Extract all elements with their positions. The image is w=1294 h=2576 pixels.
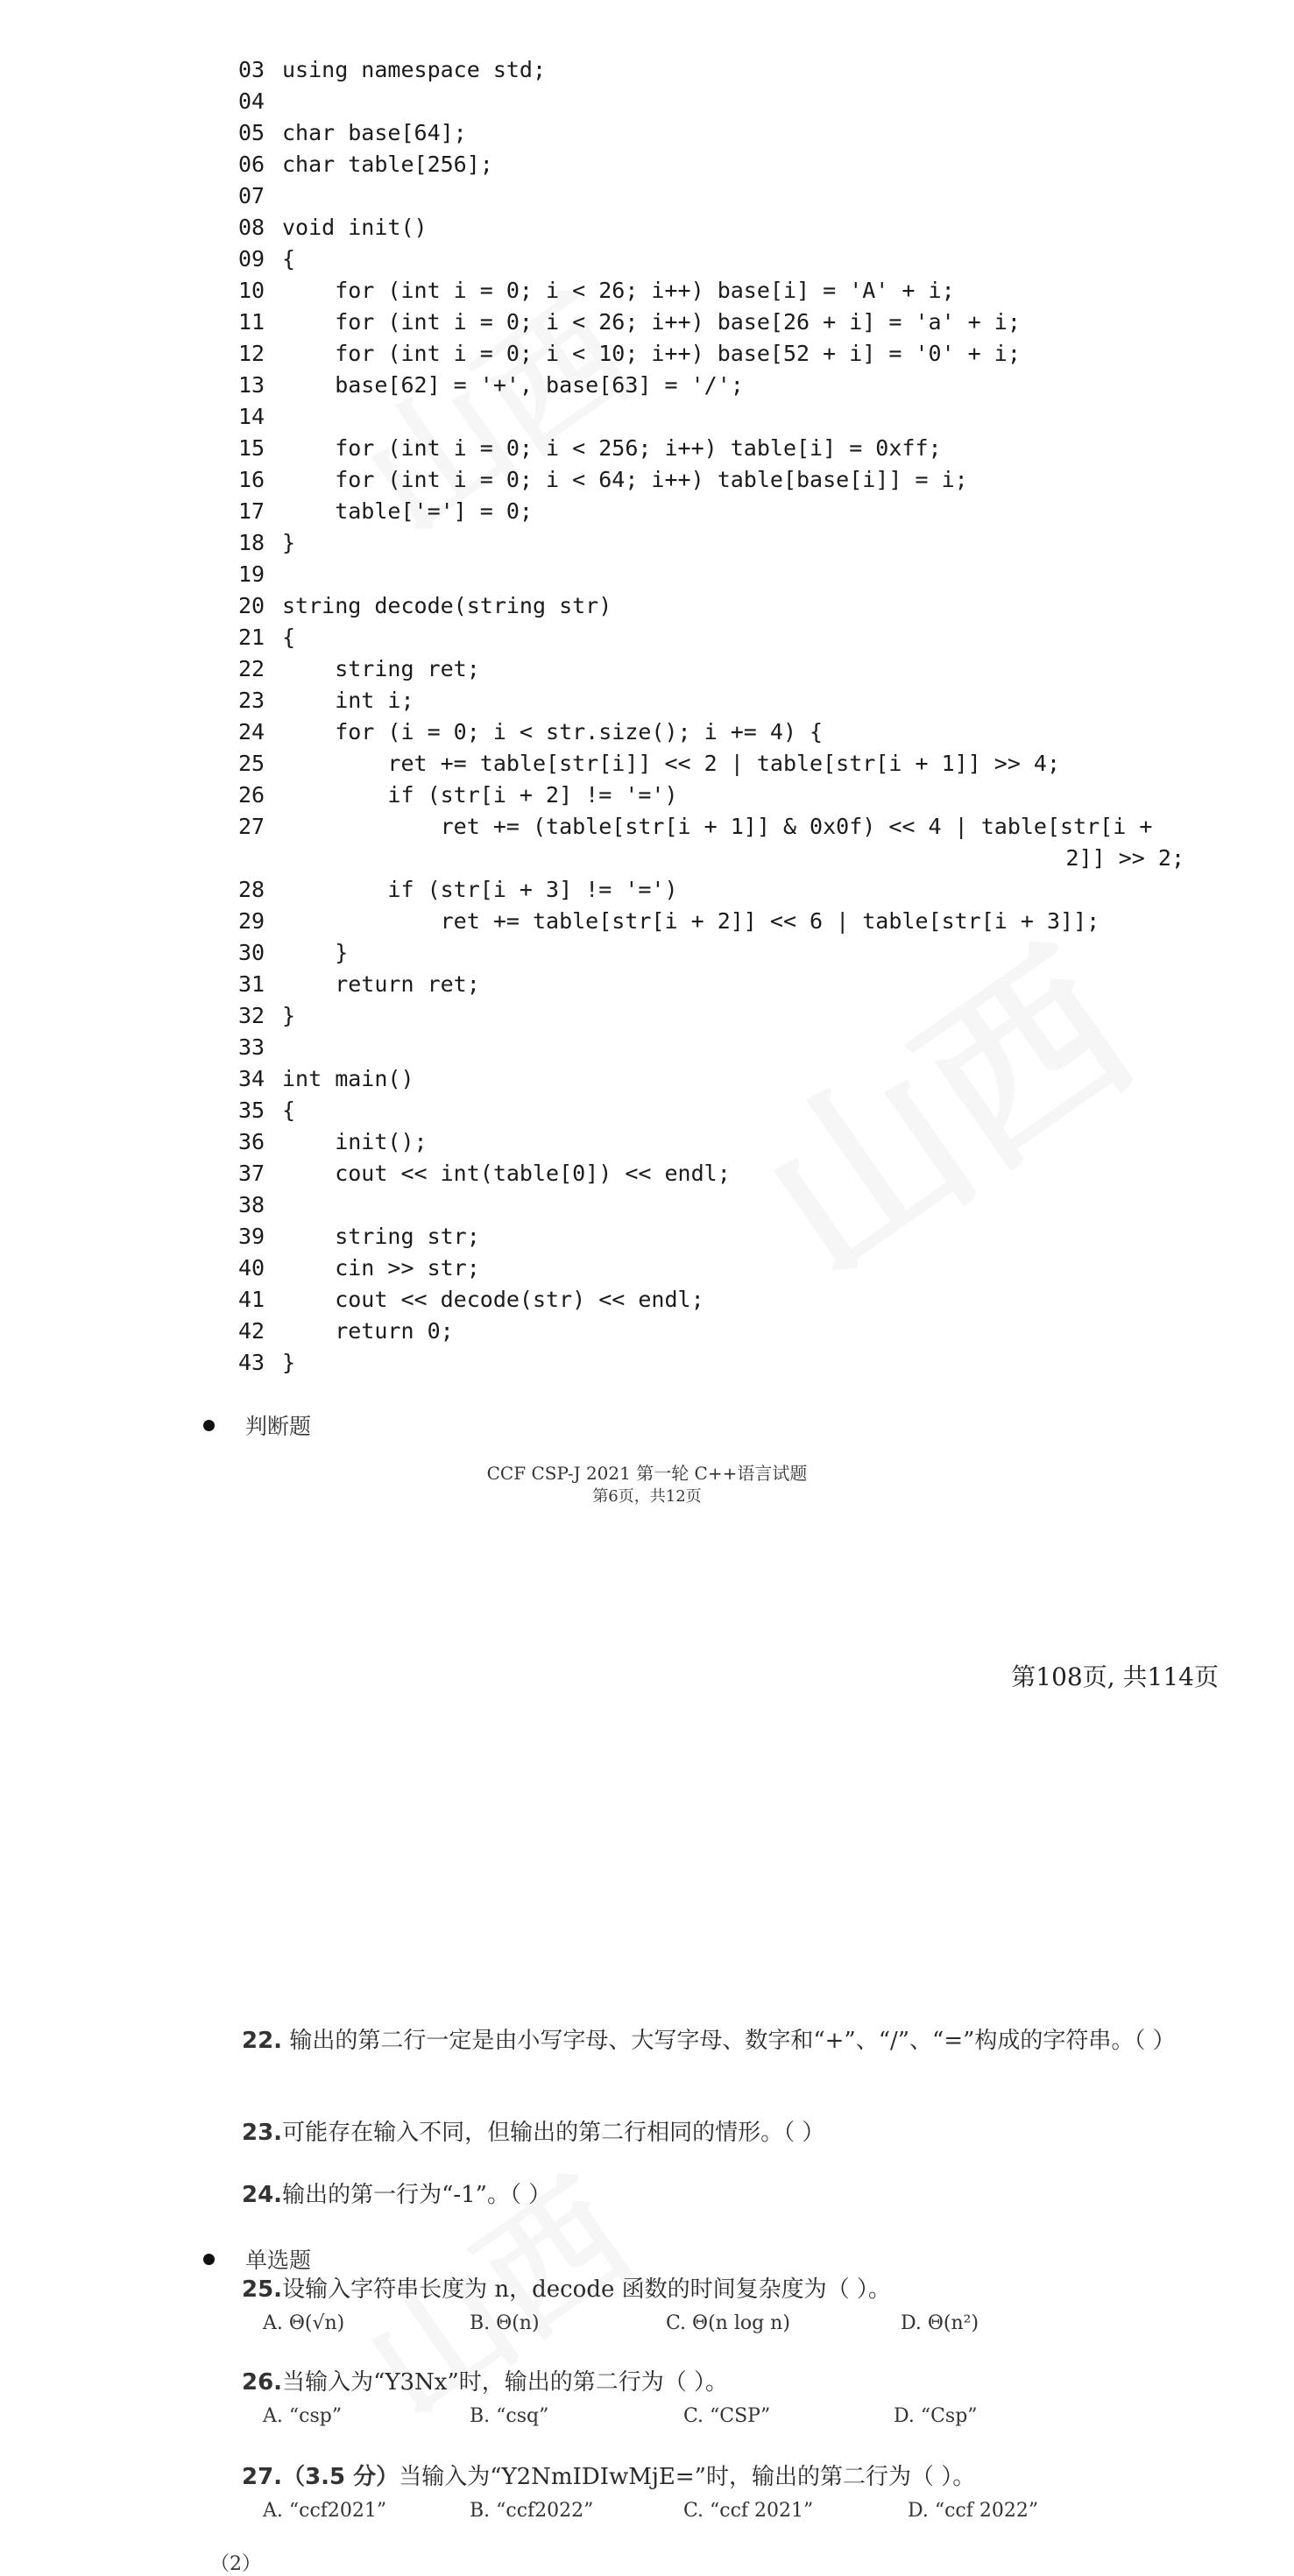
code-line [238, 653, 1184, 685]
line-number: 20 [238, 593, 265, 618]
code-line [238, 243, 1184, 275]
code-line [238, 1063, 1184, 1095]
code-line [238, 401, 1184, 433]
option-d: D. Θ(n²) [901, 2312, 979, 2334]
code-text: string ret; [282, 656, 480, 681]
line-number: 04 [238, 88, 265, 114]
code-text: string decode(string str) [282, 593, 612, 618]
code-line [238, 1253, 1184, 1284]
line-number: 22 [238, 656, 265, 681]
question-27 [242, 2460, 1188, 2495]
line-number: 42 [238, 1318, 265, 1344]
code-line [238, 1221, 1184, 1253]
line-number: 14 [238, 404, 265, 429]
code-text: cout << decode(str) << endl; [282, 1287, 704, 1312]
line-number: 32 [238, 1003, 265, 1028]
line-number: 03 [238, 57, 265, 82]
line-number: 09 [238, 246, 265, 272]
code-line [238, 1095, 1184, 1126]
question-number: 22. [242, 2028, 283, 2054]
code-line [238, 1347, 1184, 1379]
code-line [238, 1284, 1184, 1316]
code-line [238, 1189, 1184, 1221]
question-number: 26. [242, 2369, 283, 2396]
code-text: cout << int(table[0]) << endl; [282, 1161, 731, 1186]
option-a: A. “csp” [263, 2405, 343, 2427]
trailing-text: （2） [210, 2553, 261, 2575]
line-number: 37 [238, 1161, 265, 1186]
line-number: 12 [238, 341, 265, 366]
line-number: 41 [238, 1287, 265, 1312]
question-text: 输出的第一行为“-1”。（ ） [282, 2182, 552, 2208]
question-text: 设输入字符串长度为 n，decode 函数的时间复杂度为（ ）。 [282, 2276, 891, 2303]
code-text: return 0; [282, 1318, 454, 1344]
code-line [238, 1000, 1184, 1032]
code-text: int i; [282, 688, 414, 713]
question-number: 24. [242, 2182, 283, 2208]
code-line [238, 496, 1184, 527]
code-line [238, 622, 1184, 653]
question-25 [242, 2272, 1188, 2307]
line-number: 30 [238, 940, 265, 965]
code-line [238, 716, 1184, 748]
code-text: for (int i = 0; i < 10; i++) base[52 + i] = '0' + i; [282, 341, 1021, 366]
code-text: char table[256]; [282, 152, 493, 177]
page-number: 第108页, 共114页 [1011, 1662, 1219, 1691]
code-text: } [282, 1003, 296, 1028]
line-number: 28 [238, 877, 265, 902]
code-text: cin >> str; [282, 1255, 480, 1281]
option-a: A. “ccf2021” [263, 2500, 387, 2522]
code-line [238, 1126, 1184, 1158]
exam-footer-page: 第6页，共12页 [592, 1487, 702, 1506]
line-number: 34 [238, 1066, 265, 1091]
code-text: table['='] = 0; [282, 498, 533, 524]
line-number: 18 [238, 530, 265, 555]
line-number: 43 [238, 1350, 265, 1375]
code-line [238, 1158, 1184, 1189]
option-b: B. “ccf2022” [470, 2500, 594, 2522]
code-text: init(); [282, 1129, 428, 1154]
code-line [238, 906, 1184, 937]
option-b: B. Θ(n) [470, 2312, 540, 2334]
line-number: 07 [238, 183, 265, 208]
option-d: D. “ccf 2022” [908, 2500, 1039, 2522]
code-text: } [282, 940, 349, 965]
code-text: { [282, 625, 296, 650]
question-text: 可能存在输入不同，但输出的第二行相同的情形。（ ） [282, 2120, 825, 2146]
question-26 [242, 2365, 1188, 2400]
line-number: 31 [238, 971, 265, 997]
code-text: if (str[i + 3] != '=') [282, 877, 678, 902]
line-number: 40 [238, 1255, 265, 1281]
question-23 [242, 2115, 1188, 2150]
code-line [238, 86, 1184, 117]
code-text: for (int i = 0; i < 256; i++) table[i] = 0xff; [282, 435, 942, 461]
question-number: 25. [242, 2276, 283, 2303]
line-number: 29 [238, 908, 265, 934]
bullet-icon [203, 1420, 215, 1431]
question-number: 23. [242, 2120, 283, 2146]
code-text: { [282, 246, 296, 272]
section-heading-single: 单选题 [245, 2248, 312, 2273]
code-line [238, 748, 1184, 780]
code-text: void init() [282, 215, 428, 240]
code-line [238, 464, 1184, 496]
question-text: 输出的第二行一定是由小写字母、大写字母、数字和“+”、“/”、“=”构成的字符串。（ ） [282, 2028, 1176, 2054]
question-24 [242, 2177, 1188, 2213]
code-text: { [282, 1097, 296, 1123]
code-text: string str; [282, 1224, 480, 1249]
code-line [238, 811, 1184, 874]
line-number: 16 [238, 467, 265, 492]
line-number: 13 [238, 372, 265, 398]
line-number: 26 [238, 782, 265, 808]
question-22 [242, 2023, 1188, 2058]
line-number: 23 [238, 688, 265, 713]
code-line [238, 969, 1184, 1000]
option-c: C. “CSP” [683, 2405, 771, 2427]
option-d: D. “Csp” [894, 2405, 978, 2427]
code-line [238, 117, 1184, 149]
line-number: 21 [238, 625, 265, 650]
line-number: 35 [238, 1097, 265, 1123]
code-text: using namespace std; [282, 57, 547, 82]
line-number: 39 [238, 1224, 265, 1249]
code-text: if (str[i + 2] != '=') [282, 782, 678, 808]
code-line [238, 874, 1184, 906]
code-line [238, 433, 1184, 464]
code-line [238, 590, 1184, 622]
code-line [238, 307, 1184, 338]
code-line [238, 275, 1184, 307]
code-line [238, 180, 1184, 212]
line-number: 38 [238, 1192, 265, 1217]
code-line [238, 780, 1184, 811]
line-number: 17 [238, 498, 265, 524]
question-text: 当输入为“Y3Nx”时，输出的第二行为（ ）。 [282, 2369, 729, 2396]
code-text: } [282, 1350, 296, 1375]
code-line [238, 54, 1184, 86]
code-text-continuation: 2]] >> 2; [1065, 845, 1184, 871]
question-text: 当输入为“Y2NmIDIwMjE=”时，输出的第二行为（ ）。 [399, 2464, 976, 2490]
code-line [238, 1316, 1184, 1347]
code-text: } [282, 530, 296, 555]
code-text: char base[64]; [282, 120, 467, 145]
code-text: ret += table[str[i + 2]] << 6 | table[str[i + 3]]; [282, 908, 1100, 934]
code-line [238, 212, 1184, 243]
line-number: 10 [238, 278, 265, 303]
code-line [238, 937, 1184, 969]
line-number: 06 [238, 152, 265, 177]
code-text: return ret; [282, 971, 480, 997]
code-line [238, 370, 1184, 401]
line-number: 25 [238, 751, 265, 776]
line-number: 19 [238, 561, 265, 587]
code-line [238, 338, 1184, 370]
line-number: 24 [238, 719, 265, 745]
line-number: 36 [238, 1129, 265, 1154]
line-number: 27 [238, 814, 265, 839]
option-b: B. “csq” [470, 2405, 549, 2427]
question-score: （3.5 分） [282, 2464, 400, 2490]
line-number: 08 [238, 215, 265, 240]
bullet-icon [203, 2254, 215, 2265]
code-line [238, 149, 1184, 180]
code-text: int main() [282, 1066, 414, 1091]
section-heading-judge: 判断题 [245, 1414, 312, 1439]
option-a: A. Θ(√n) [263, 2312, 345, 2334]
code-line [238, 527, 1184, 559]
code-text: ret += table[str[i]] << 2 | table[str[i + 1]] >> 4; [282, 751, 1061, 776]
code-line [238, 685, 1184, 716]
line-number: 33 [238, 1034, 265, 1060]
line-number: 05 [238, 120, 265, 145]
code-text: base[62] = '+', base[63] = '/'; [282, 372, 744, 398]
code-text: for (i = 0; i < str.size(); i += 4) { [282, 719, 824, 745]
code-text: for (int i = 0; i < 64; i++) table[base[i]] = i; [282, 467, 968, 492]
code-line [238, 559, 1184, 590]
option-c: C. “ccf 2021” [683, 2500, 814, 2522]
code-text: for (int i = 0; i < 26; i++) base[26 + i] = 'a' + i; [282, 309, 1021, 335]
line-number: 15 [238, 435, 265, 461]
option-c: C. Θ(n log n) [666, 2312, 790, 2334]
code-text: for (int i = 0; i < 26; i++) base[i] = 'A' + i; [282, 278, 955, 303]
code-line [238, 1032, 1184, 1063]
line-number: 11 [238, 309, 265, 335]
question-number: 27. [242, 2464, 283, 2490]
code-listing [238, 54, 1184, 1379]
exam-footer-title: CCF CSP-J 2021 第一轮 C++语言试题 [486, 1463, 808, 1484]
code-text: ret += (table[str[i + 1]] & 0x0f) << 4 | table[str[i + [282, 814, 1153, 839]
